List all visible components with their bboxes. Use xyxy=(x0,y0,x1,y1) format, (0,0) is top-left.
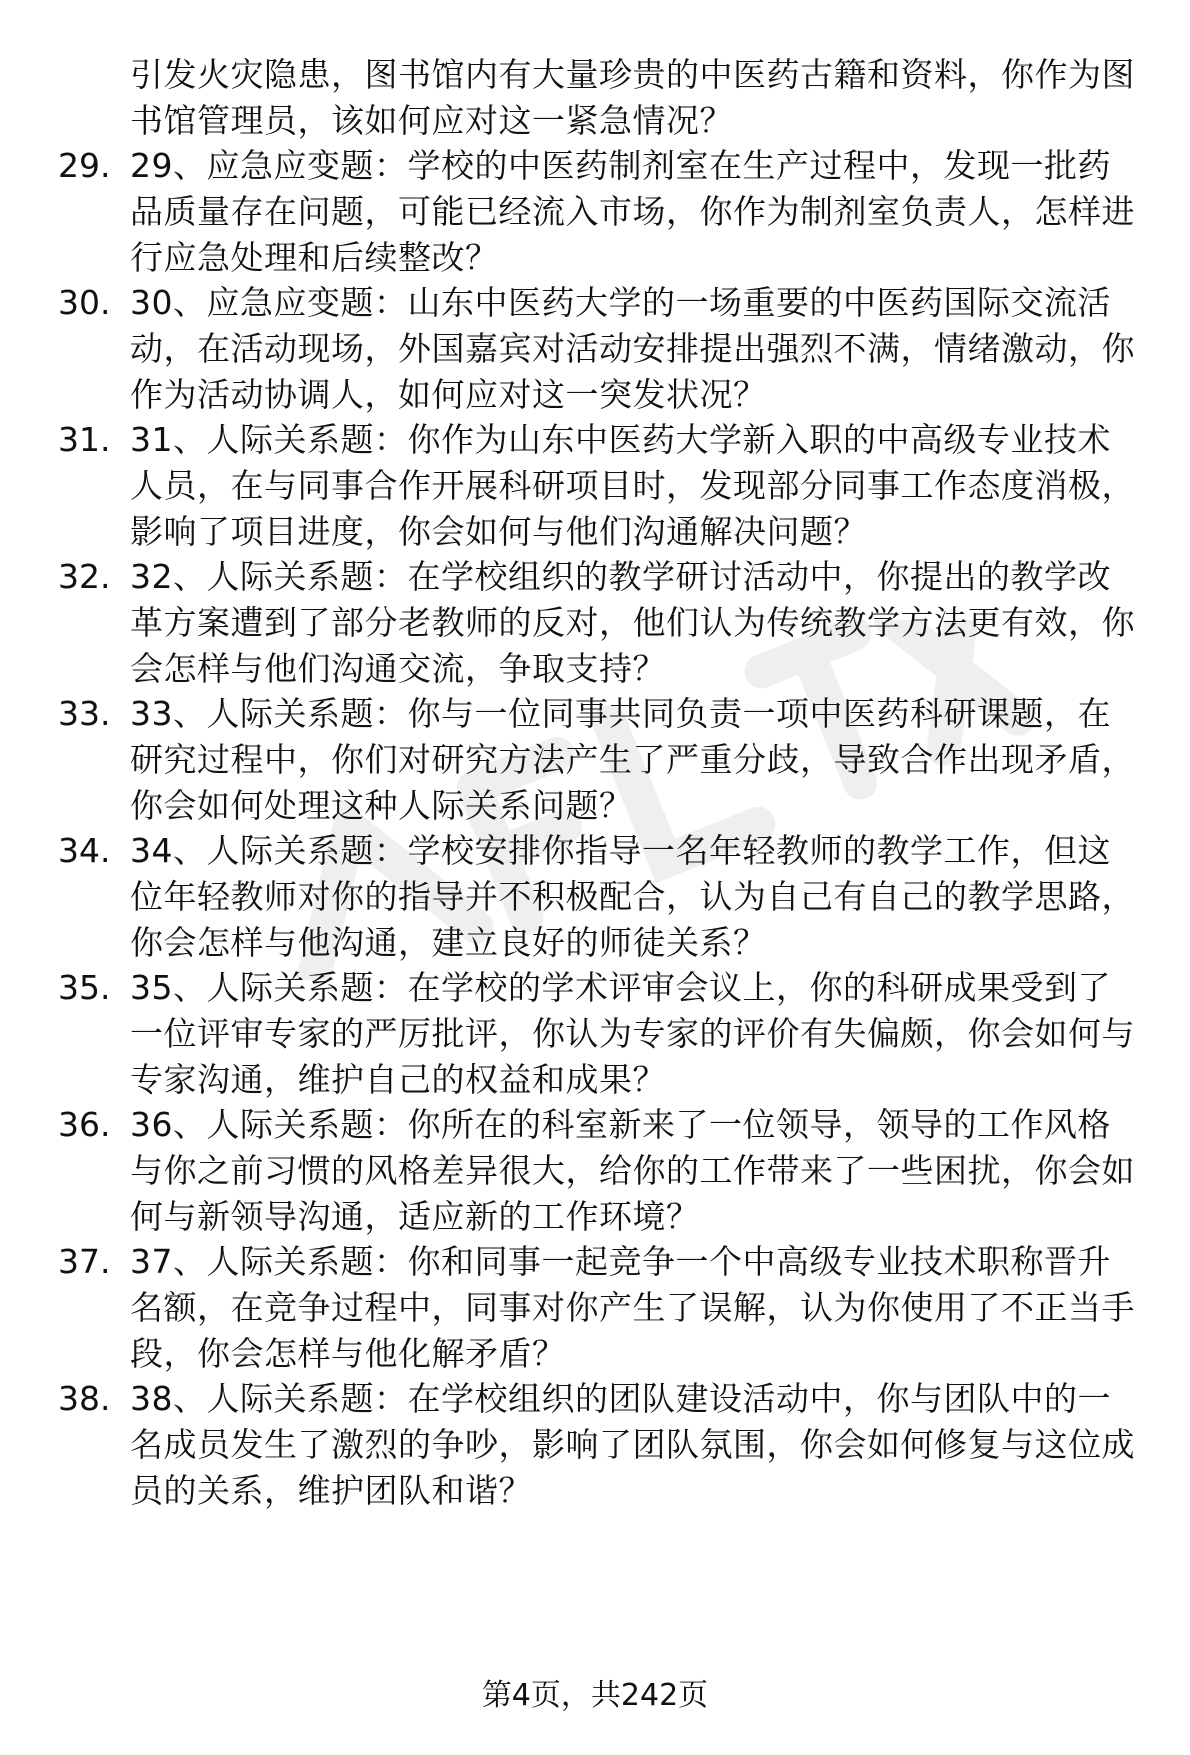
continued-question-text: 引发火灾隐患，图书馆内有大量珍贵的中医药古籍和资料，你作为图书馆管理员，该如何应对这一紧急情况？ xyxy=(130,55,1135,140)
question-text: 38、人际关系题：在学校组织的团队建设活动中，你与团队中的一名成员发生了激烈的争吵，影响了团队氛围，你会如何修复与这位成员的关系，维护团队和谐？ xyxy=(130,1379,1135,1510)
question-text: 29、应急应变题：学校的中医药制剂室在生产过程中，发现一批药品质量存在问题，可能已经流入市场，你作为制剂室负责人，怎样进行应急处理和后续整改？ xyxy=(130,146,1135,277)
question-number: 34. xyxy=(58,831,111,870)
question-item xyxy=(58,1239,1140,1377)
question-text: 37、人际关系题：你和同事一起竞争一个中高级专业技术职称晋升名额，在竞争过程中，同事对你产生了误解，认为你使用了不正当手段，你会怎样与他化解矛盾？ xyxy=(130,1242,1135,1373)
question-number: 32. xyxy=(58,557,111,596)
question-text: 32、人际关系题：在学校组织的教学研讨活动中，你提出的教学改革方案遭到了部分老教师的反对，他们认为传统教学方法更有效，你会怎样与他们沟通交流，争取支持？ xyxy=(130,557,1135,688)
question-number: 31. xyxy=(58,420,111,459)
question-number: 33. xyxy=(58,694,111,733)
question-number: 36. xyxy=(58,1105,111,1144)
question-item xyxy=(58,965,1140,1103)
question-item xyxy=(58,1376,1140,1514)
question-item xyxy=(58,280,1140,418)
question-number: 29. xyxy=(58,146,111,185)
question-item xyxy=(58,143,1140,281)
question-text: 30、应急应变题：山东中医药大学的一场重要的中医药国际交流活动，在活动现场，外国嘉宾对活动安排提出强烈不满，情绪激动，你作为活动协调人，如何应对这一突发状况？ xyxy=(130,283,1135,414)
question-number: 35. xyxy=(58,968,111,1007)
question-item xyxy=(58,1102,1140,1240)
question-text: 35、人际关系题：在学校的学术评审会议上，你的科研成果受到了一位评审专家的严厉批评，你认为专家的评价有失偏颇，你会如何与专家沟通，维护自己的权益和成果？ xyxy=(130,968,1135,1099)
question-text: 34、人际关系题：学校安排你指导一名年轻教师的教学工作，但这位年轻教师对你的指导并不积极配合，认为自己有自己的教学思路，你会怎样与他沟通，建立良好的师徒关系？ xyxy=(130,831,1135,962)
question-number: 30. xyxy=(58,283,111,322)
question-text: 36、人际关系题：你所在的科室新来了一位领导，领导的工作风格与你之前习惯的风格差异很大，给你的工作带来了一些困扰，你会如何与新领导沟通，适应新的工作环境？ xyxy=(130,1105,1135,1236)
question-number: 38. xyxy=(58,1379,111,1418)
question-number: 37. xyxy=(58,1242,111,1281)
question-text: 31、人际关系题：你作为山东中医药大学新入职的中高级专业技术人员，在与同事合作开展科研项目时，发现部分同事工作态度消极，影响了项目进度，你会如何与他们沟通解决问题？ xyxy=(130,420,1135,551)
question-text: 33、人际关系题：你与一位同事共同负责一项中医药科研课题，在研究过程中，你们对研究方法产生了严重分歧，导致合作出现矛盾，你会如何处理这种人际关系问题？ xyxy=(130,694,1135,825)
question-item xyxy=(58,417,1140,555)
page-footer: 第4页，共242页 xyxy=(481,1678,709,1713)
question-item xyxy=(58,691,1140,829)
question-item xyxy=(58,828,1140,966)
question-item xyxy=(58,554,1140,692)
